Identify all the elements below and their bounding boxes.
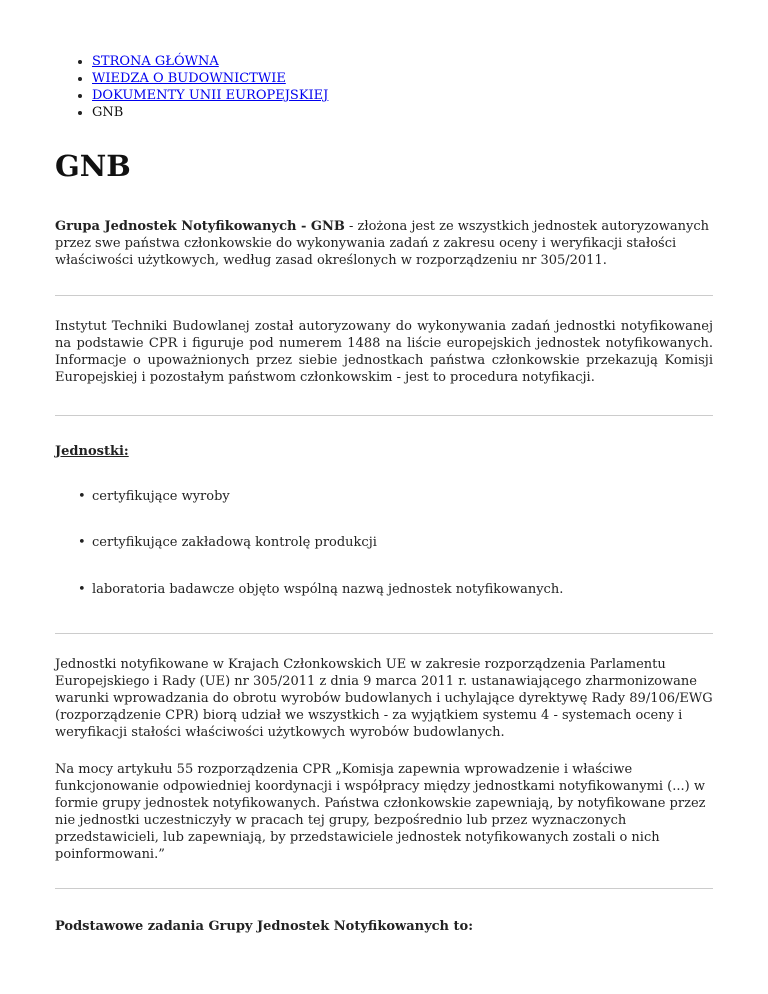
breadcrumb-link-eu-documents[interactable]: DOKUMENTY UNII EUROPEJSKIEJ [92, 88, 329, 103]
divider [55, 633, 713, 634]
itb-paragraph: Instytut Techniki Budowlanej został autoryzowany do wykonywania zadań jednostki notyfikowanej na podstawie CPR i figuruje pod numerem 1488 na liście europejskich jednostek notyfikowanych. Informacje o upoważnionych przez siebie jednostkach państwa członkowskie przekazują Komisji Europejskiej i pozostałym państwom członkowskim - jest to procedura notyfikacji. [55, 319, 713, 385]
breadcrumb-current-label: GNB [92, 105, 124, 120]
breadcrumb-link-knowledge[interactable]: WIEDZA O BUDOWNICTWIE [92, 71, 286, 86]
breadcrumb-link-home[interactable]: STRONA GŁÓWNA [92, 54, 219, 69]
article-paragraph: Na mocy artykułu 55 rozporządzenia CPR „Komisja zapewnia wprowadzenie i właściwe funkcjonowanie odpowiedniej koordynacji i współpracy między jednostkami notyfikowanymi (...) w formie grupy jednostek notyfikowanych. Państwa członkowskie zapewniają, by notyfikowane przez nie jednostki uczestniczyły w pracach tej grupy, bezpośrednio lub przez wyznaczonych przedstawicieli, lub zapewniają, by przedstawiciele jednostek notyfikowanych zostali o nich poinformowani.” [55, 762, 706, 862]
list-item: • certyfikujące wyroby [92, 488, 230, 505]
list-item: • laboratoria badawcze objęto wspólną nazwą jednostek notyfikowanych. [92, 581, 563, 598]
tasks-heading: Podstawowe zadania Grupy Jednostek Notyfikowanych to: [55, 919, 474, 934]
divider [55, 415, 713, 416]
page-title: GNB [55, 149, 131, 183]
breadcrumb-item-knowledge[interactable] [92, 70, 328, 87]
units-heading: Jednostki: [55, 444, 129, 459]
intro-term: Grupa Jednostek Notyfikowanych - GNB [55, 219, 345, 234]
divider [55, 888, 713, 889]
intro-text: - złożona jest ze wszystkich jednostek autoryzowanych przez swe państwa członkowskie do wykonywania zadań z zakresu oceny i weryfikacji stałości właściwości użytkowych, według zasad określonych w rozporządzeniu nr 305/2011. [55, 219, 709, 268]
divider [55, 295, 713, 296]
participation-paragraph: Jednostki notyfikowane w Krajach Członkowskich UE w zakresie rozporządzenia Parlamentu Europejskiego i Rady (UE) nr 305/2011 z dnia 9 marca 2011 r. ustanawiającego zharmonizowane warunki wprowadzania do obrotu wyrobów budowlanych i uchylające dyrektywę Rady 89/106/EWG (rozporządzenie CPR) biorą udział we wszystkich - za wyjątkiem systemu 4 - systemach oceny i weryfikacji stałości właściwości użytkowych wyrobów budowlanych. [55, 657, 713, 740]
breadcrumb-item-eu-documents[interactable] [92, 87, 328, 104]
breadcrumb-item-home[interactable] [92, 53, 328, 70]
breadcrumb [55, 53, 328, 121]
intro-paragraph [55, 218, 713, 269]
breadcrumb-item-current [92, 104, 328, 121]
list-item: • certyfikujące zakładową kontrolę produkcji [92, 534, 377, 551]
